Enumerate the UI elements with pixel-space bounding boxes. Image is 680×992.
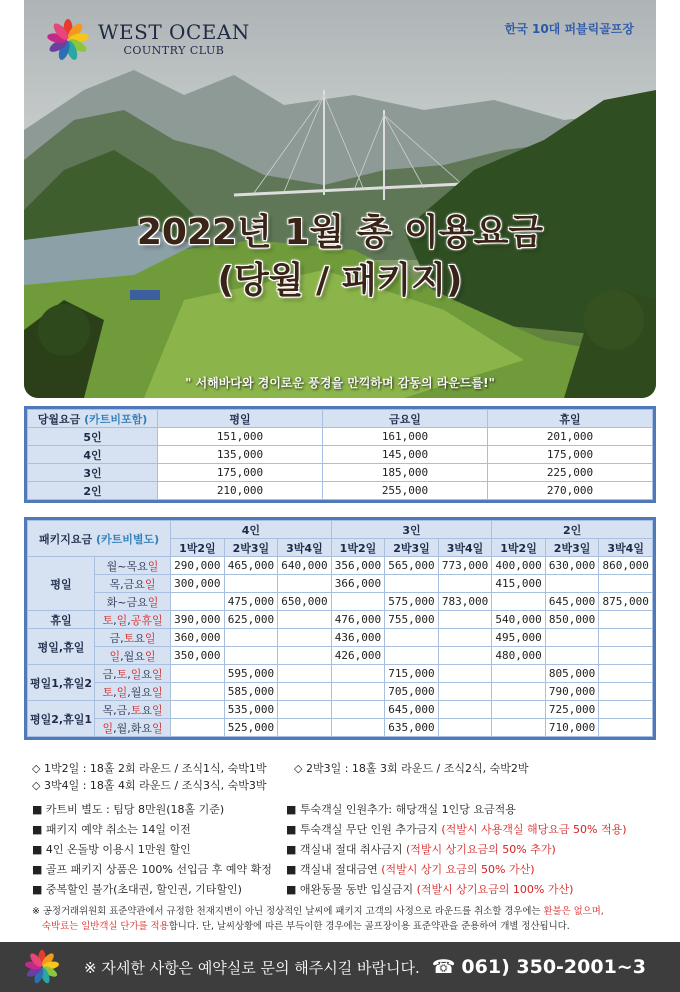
package-price-cell: 300,000: [171, 575, 225, 593]
package-day-label: 토,일,공휴일: [95, 611, 171, 629]
package-price-cell: 645,000: [385, 701, 439, 719]
package-group-3: 3인: [331, 521, 492, 539]
package-price-cell: 476,000: [331, 611, 385, 629]
package-price-cell: [331, 719, 385, 737]
package-price-cell: [438, 611, 492, 629]
package-price-cell: [278, 683, 332, 701]
package-price-cell: [438, 701, 492, 719]
package-price-cell: 290,000: [171, 557, 225, 575]
package-subcol-header: 3박4일: [278, 539, 332, 557]
monthly-people-label: 4인: [28, 446, 158, 464]
package-price-cell: [492, 701, 546, 719]
package-subcol-header: 3박4일: [599, 539, 653, 557]
package-price-cell: [492, 665, 546, 683]
package-price-cell: 360,000: [171, 629, 225, 647]
package-price-cell: 860,000: [599, 557, 653, 575]
package-subcol-header: 2박3일: [385, 539, 439, 557]
monthly-col-friday: 금요일: [323, 410, 488, 428]
package-price-cell: [438, 629, 492, 647]
package-price-cell: 480,000: [492, 647, 546, 665]
package-price-cell: [331, 683, 385, 701]
package-price-cell: [331, 665, 385, 683]
package-price-cell: 630,000: [545, 557, 599, 575]
package-price-cell: [385, 629, 439, 647]
monthly-price-cell: 175,000: [488, 446, 653, 464]
fair-trade-note-line1: ※ 공정거래위원회 표준약관에서 규정한 천재지변이 아닌 정상적인 날씨에 패키지 고객의 사정으로 라운드를 취소할 경우에는 환불은 없으며,: [32, 906, 604, 917]
monthly-row: [28, 428, 653, 446]
monthly-price-cell: 225,000: [488, 464, 653, 482]
note-right-5: ■ 애완동물 동반 입실금지 (적발시 상기요금의 100% 가산): [286, 883, 574, 896]
note-right-2: ■ 투숙객실 무단 인원 추가금지 (적발시 사용객실 해당요금 50% 적용): [286, 823, 627, 836]
package-price-cell: [278, 629, 332, 647]
package-row: [28, 611, 653, 629]
package-price-cell: 790,000: [545, 683, 599, 701]
package-price-cell: 535,000: [224, 701, 278, 719]
package-row: [28, 683, 653, 701]
monthly-price-cell: 255,000: [323, 482, 488, 500]
package-price-cell: [599, 719, 653, 737]
page-title-line2: (당월 / 패키지): [217, 260, 463, 301]
package-row: [28, 647, 653, 665]
brand-subtitle: COUNTRY CLUB: [123, 44, 225, 57]
package-price-cell: [278, 575, 332, 593]
round-info-2: ◇ 2박3일 : 18홀 3회 라운드 / 조식2식, 숙박2박: [294, 762, 529, 775]
package-subcol-header: 3박4일: [438, 539, 492, 557]
package-price-cell: 773,000: [438, 557, 492, 575]
package-subcol-header: 2박3일: [224, 539, 278, 557]
package-price-cell: 755,000: [385, 611, 439, 629]
package-price-cell: 475,000: [224, 593, 278, 611]
package-day-label: 금,토요일: [95, 629, 171, 647]
package-price-cell: 400,000: [492, 557, 546, 575]
note-right-4: ■ 객실내 절대금연 (적발시 상기 요금의 50% 가산): [286, 863, 535, 876]
phone-number-link[interactable]: [432, 956, 646, 978]
package-price-cell: 875,000: [599, 593, 653, 611]
package-price-cell: [171, 701, 225, 719]
package-row: [28, 593, 653, 611]
monthly-price-cell: 210,000: [158, 482, 323, 500]
package-price-cell: 635,000: [385, 719, 439, 737]
package-category-label: 평일1,휴일2: [28, 665, 95, 701]
package-price-cell: [492, 683, 546, 701]
note-left-3: ■ 4인 온돌방 이용시 1만원 할인: [32, 843, 191, 856]
package-price-cell: [171, 593, 225, 611]
package-price-cell: [438, 665, 492, 683]
package-price-cell: [331, 701, 385, 719]
monthly-fee-table: [24, 406, 656, 503]
round-info-1: ◇ 1박2일 : 18홀 2회 라운드 / 조식1식, 숙박1박: [32, 762, 267, 775]
package-group-2: 2인: [492, 521, 653, 539]
hero-quote: " 서해바다와 경이로운 풍경을 만끽하며 감동의 라운드를!": [185, 376, 495, 390]
package-price-cell: [599, 575, 653, 593]
note-left-5: ■ 중복할인 불가(초대권, 할인권, 기타할인): [32, 883, 242, 896]
package-price-cell: 710,000: [545, 719, 599, 737]
monthly-people-label: 5인: [28, 428, 158, 446]
package-price-cell: [492, 593, 546, 611]
package-day-label: 토,일,월요일: [95, 683, 171, 701]
monthly-col-holiday: 휴일: [488, 410, 653, 428]
package-price-cell: 850,000: [545, 611, 599, 629]
package-price-cell: [599, 629, 653, 647]
package-price-cell: [438, 647, 492, 665]
monthly-people-label: 3인: [28, 464, 158, 482]
package-day-label: 일,월,화요일: [95, 719, 171, 737]
monthly-price-cell: 270,000: [488, 482, 653, 500]
package-price-cell: 540,000: [492, 611, 546, 629]
package-price-cell: [545, 629, 599, 647]
package-price-cell: 390,000: [171, 611, 225, 629]
package-row: [28, 557, 653, 575]
package-price-cell: [599, 683, 653, 701]
package-price-cell: [492, 719, 546, 737]
package-price-cell: 366,000: [331, 575, 385, 593]
package-price-cell: [599, 647, 653, 665]
package-row: [28, 719, 653, 737]
package-price-cell: 575,000: [385, 593, 439, 611]
package-price-cell: 356,000: [331, 557, 385, 575]
package-price-cell: [278, 647, 332, 665]
package-row: [28, 629, 653, 647]
package-price-cell: 783,000: [438, 593, 492, 611]
monthly-people-label: 2인: [28, 482, 158, 500]
package-price-cell: [278, 701, 332, 719]
package-day-label: 일,월요일: [95, 647, 171, 665]
monthly-row: [28, 482, 653, 500]
note-right-3: ■ 객실내 절대 취사금지 (적발시 상기요금의 50% 추가): [286, 843, 556, 856]
package-subcol-header: 1박2일: [331, 539, 385, 557]
package-price-cell: 715,000: [385, 665, 439, 683]
package-price-cell: 625,000: [224, 611, 278, 629]
package-row: [28, 701, 653, 719]
monthly-price-cell: 201,000: [488, 428, 653, 446]
hero-banner: [24, 0, 656, 398]
package-fee-table: [24, 517, 656, 740]
monthly-col-weekday: 평일: [158, 410, 323, 428]
package-category-label: 휴일: [28, 611, 95, 629]
footer-inquiry-text: ※ 자세한 사항은 예약실로 문의 해주시길 바랍니다.: [84, 958, 420, 977]
package-subcol-header: 1박2일: [492, 539, 546, 557]
package-day-label: 화~금요일: [95, 593, 171, 611]
package-price-cell: 426,000: [331, 647, 385, 665]
package-category-label: 평일: [28, 557, 95, 611]
package-subcol-header: 2박3일: [545, 539, 599, 557]
monthly-row: [28, 446, 653, 464]
package-price-cell: [224, 647, 278, 665]
brand-name: WEST OCEAN: [98, 20, 250, 44]
package-price-cell: [171, 665, 225, 683]
package-row: [28, 575, 653, 593]
package-price-cell: 595,000: [224, 665, 278, 683]
package-row: [28, 665, 653, 683]
package-price-cell: 645,000: [545, 593, 599, 611]
package-group-4: 4인: [171, 521, 332, 539]
package-price-cell: [171, 683, 225, 701]
package-price-cell: [278, 665, 332, 683]
package-day-label: 월~목요일: [95, 557, 171, 575]
package-price-cell: [278, 611, 332, 629]
package-subcol-header: 1박2일: [171, 539, 225, 557]
package-price-cell: [438, 719, 492, 737]
package-day-label: 목,금요일: [95, 575, 171, 593]
monthly-price-cell: 135,000: [158, 446, 323, 464]
package-price-cell: [438, 683, 492, 701]
package-price-cell: 495,000: [492, 629, 546, 647]
note-right-1: ■ 투숙객실 인원추가: 해당객실 1인당 요금적용: [286, 803, 516, 816]
package-price-cell: [599, 701, 653, 719]
package-price-cell: [438, 575, 492, 593]
package-price-cell: [224, 575, 278, 593]
phone-number: 061) 350-2001~3: [461, 956, 646, 978]
package-price-cell: 805,000: [545, 665, 599, 683]
package-price-cell: 640,000: [278, 557, 332, 575]
package-price-cell: [278, 719, 332, 737]
package-price-cell: 525,000: [224, 719, 278, 737]
note-left-1: ■ 카트비 별도 : 팀당 8만원(18홀 기준): [32, 803, 225, 816]
package-price-cell: 415,000: [492, 575, 546, 593]
package-price-cell: 436,000: [331, 629, 385, 647]
package-price-cell: 725,000: [545, 701, 599, 719]
monthly-row: [28, 464, 653, 482]
package-table-label: 패키지요금 (카트비별도): [28, 521, 171, 557]
note-left-2: ■ 패키지 예약 취소는 14일 이전: [32, 823, 191, 836]
package-price-cell: 565,000: [385, 557, 439, 575]
monthly-price-cell: 185,000: [323, 464, 488, 482]
package-price-cell: 465,000: [224, 557, 278, 575]
monthly-price-cell: 151,000: [158, 428, 323, 446]
package-price-cell: [545, 647, 599, 665]
package-price-cell: [331, 593, 385, 611]
package-price-cell: 705,000: [385, 683, 439, 701]
flower-logo-icon: [24, 949, 60, 985]
package-price-cell: 650,000: [278, 593, 332, 611]
monthly-price-cell: 175,000: [158, 464, 323, 482]
phone-icon: ☎: [431, 956, 456, 978]
package-price-cell: [599, 611, 653, 629]
package-price-cell: [385, 575, 439, 593]
monthly-price-cell: 145,000: [323, 446, 488, 464]
package-category-label: 평일,휴일: [28, 629, 95, 665]
package-price-cell: [545, 575, 599, 593]
package-price-cell: 350,000: [171, 647, 225, 665]
top-tagline: 한국 10대 퍼블릭골프장: [504, 22, 634, 36]
monthly-table-label: 당월요금 (카트비포함): [28, 410, 158, 428]
round-info-3: ◇ 3박4일 : 18홀 4회 라운드 / 조식3식, 숙박3박: [32, 779, 267, 792]
page-title-line1: 2022년 1월 총 이용요금: [136, 212, 544, 253]
package-price-cell: [599, 665, 653, 683]
brand-logo: [46, 18, 250, 62]
monthly-price-cell: 161,000: [323, 428, 488, 446]
package-price-cell: [171, 719, 225, 737]
package-day-label: 금,토,일요일: [95, 665, 171, 683]
flower-logo-icon: [46, 18, 90, 62]
note-left-4: ■ 골프 패키지 상품은 100% 선입금 후 예약 확정: [32, 863, 272, 876]
footer-bar: [0, 942, 680, 992]
package-price-cell: [385, 647, 439, 665]
fair-trade-note-line2: 숙박료는 일반객실 단가를 적용합니다. 단, 날씨상황에 따른 부득이한 경우에는 골프장이용 표준약관을 준용하여 개별 정산됩니다.: [42, 921, 570, 932]
package-category-label: 평일2,휴일1: [28, 701, 95, 737]
package-price-cell: [224, 629, 278, 647]
package-day-label: 목,금,토요일: [95, 701, 171, 719]
package-price-cell: 585,000: [224, 683, 278, 701]
